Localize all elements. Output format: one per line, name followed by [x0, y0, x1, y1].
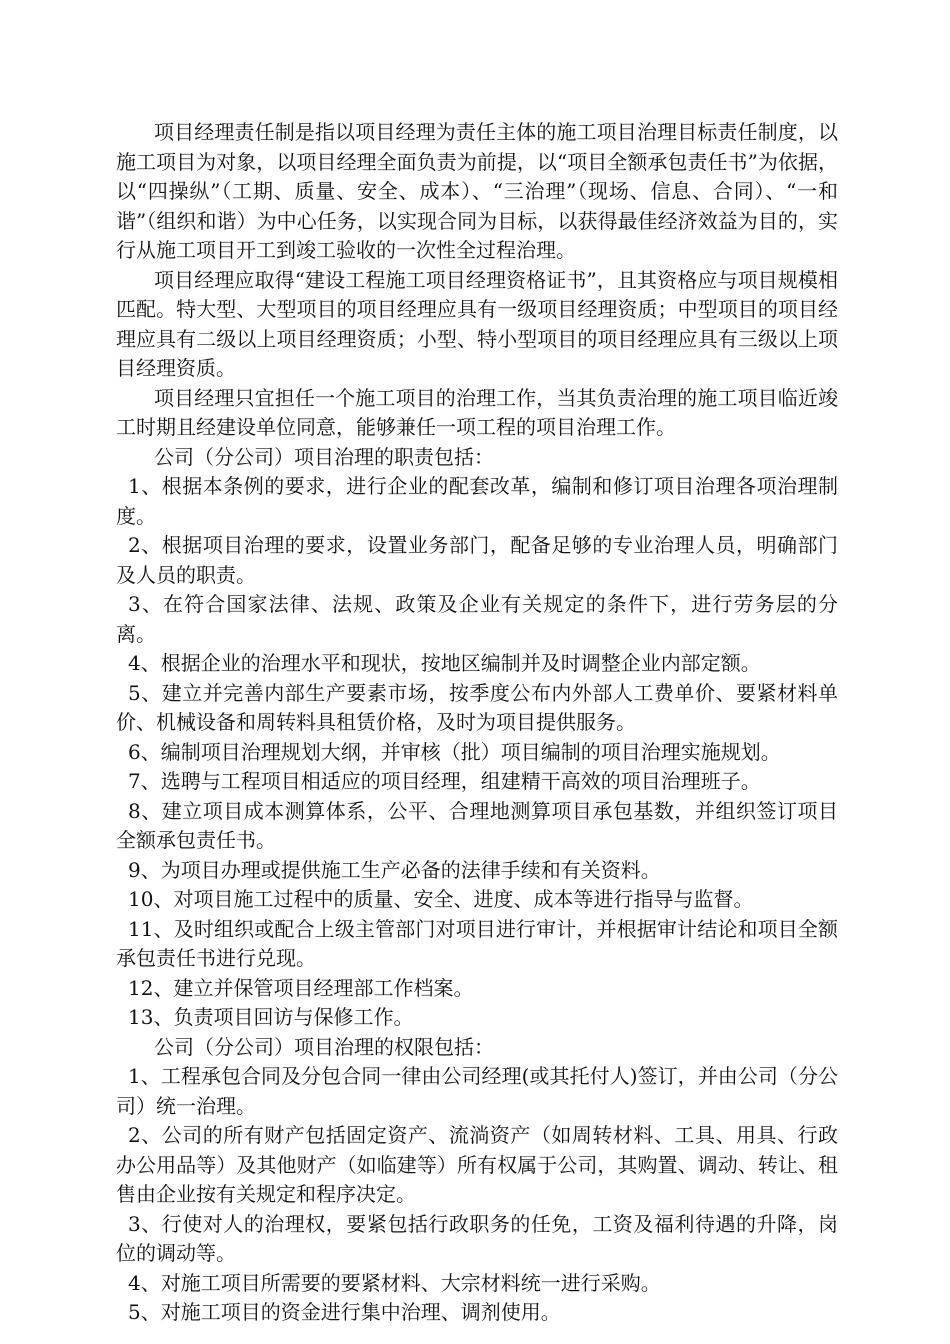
heading-company-authority: 公司（分公司）项目治理的权限包括： [154, 1034, 494, 1059]
document-body [116, 118, 838, 1328]
authority-item-5: 5、对施工项目的资金进行集中治理、调剂使用。 [128, 1300, 561, 1324]
authority-item-1: 1、工程承包合同及分包合同一律由公司经理(或其托付人)签订，并由公司（分公司）统一治理。 [116, 1064, 838, 1118]
paragraph-qualification: 项目经理应取得“建设工程施工项目经理资格证书”，且其资格应与项目规模相匹配。特大型、大型项目的项目经理应具有一级项目经理资质；中型项目的项目经理应具有二级以上项目经理资质；小型、特小型项目的项目经理应具有三级以上项目经理资质。 [116, 267, 838, 380]
duty-item-11: 11、及时组织或配合上级主管部门对项目进行审计，并根据审计结论和项目全额承包责任书进行兑现。 [116, 916, 838, 970]
duty-item-12: 12、建立并保管项目经理部工作档案。 [128, 975, 474, 1000]
authority-item-2: 2、公司的所有财产包括固定资产、流淌资产（如周转材料、工具、用具、行政办公用品等）及其他财产（如临建等）所有权属于公司，其购置、调动、转让、租售由企业按有关规定和程序决定。 [116, 1123, 838, 1206]
duty-item-8: 8、建立项目成本测算体系，公平、合理地测算项目承包基数，并组织签订项目全额承包责任书。 [116, 798, 838, 852]
heading-company-duties: 公司（分公司）项目治理的职责包括： [154, 444, 494, 469]
paragraph-single-project: 项目经理只宜担任一个施工项目的治理工作，当其负责治理的施工项目临近竣工时期且经建设单位同意，能够兼任一项工程的项目治理工作。 [116, 385, 838, 439]
duty-item-13: 13、负责项目回访与保修工作。 [128, 1005, 414, 1029]
duty-item-1: 1、根据本条例的要求，进行企业的配套改革，编制和修订项目治理各项治理制度。 [116, 474, 838, 528]
paragraph-responsibility-definition: 项目经理责任制是指以项目经理为责任主体的施工项目治理目标责任制度，以施工项目为对象，以项目经理全面负责为前提，以“项目全额承包责任书”为依据，以“四操纵”（工期、质量、安全、成本）、“三治理”（现场、信息、合同）、“一和谐”（组织和谐）为中心任务，以实现合同为目标，以获得最佳经济效益为目的，实行从施工项目开工到竣工验收的一次性全过程治理。 [116, 120, 838, 262]
duty-item-3: 3、在符合国家法律、法规、政策及企业有关规定的条件下，进行劳务层的分离。 [116, 592, 838, 646]
duty-item-7: 7、选聘与工程项目相适应的项目经理，组建精干高效的项目治理班子。 [128, 769, 761, 793]
duty-item-2: 2、根据项目治理的要求，设置业务部门，配备足够的专业治理人员，明确部门及人员的职责。 [116, 533, 838, 587]
duty-item-6: 6、编制项目治理规划大纲，并审核（批）项目编制的项目治理实施规划。 [128, 739, 781, 764]
duty-item-5: 5、建立并完善内部生产要素市场，按季度公布内外部人工费单价、要紧材料单价、机械设备和周转料具租赁价格，及时为项目提供服务。 [116, 680, 838, 734]
authority-item-4: 4、对施工项目所需要的要紧材料、大宗材料统一进行采购。 [128, 1270, 661, 1295]
duty-item-4: 4、根据企业的治理水平和现状，按地区编制并及时调整企业内部定额。 [128, 651, 761, 675]
duty-item-9: 9、为项目办理或提供施工生产必备的法律手续和有关资料。 [128, 857, 661, 882]
authority-item-3: 3、行使对人的治理权，要紧包括行政职务的任免，工资及福利待遇的升降，岗位的调动等。 [116, 1211, 838, 1265]
duty-item-10: 10、对项目施工过程中的质量、安全、进度、成本等进行指导与监督。 [128, 887, 754, 911]
